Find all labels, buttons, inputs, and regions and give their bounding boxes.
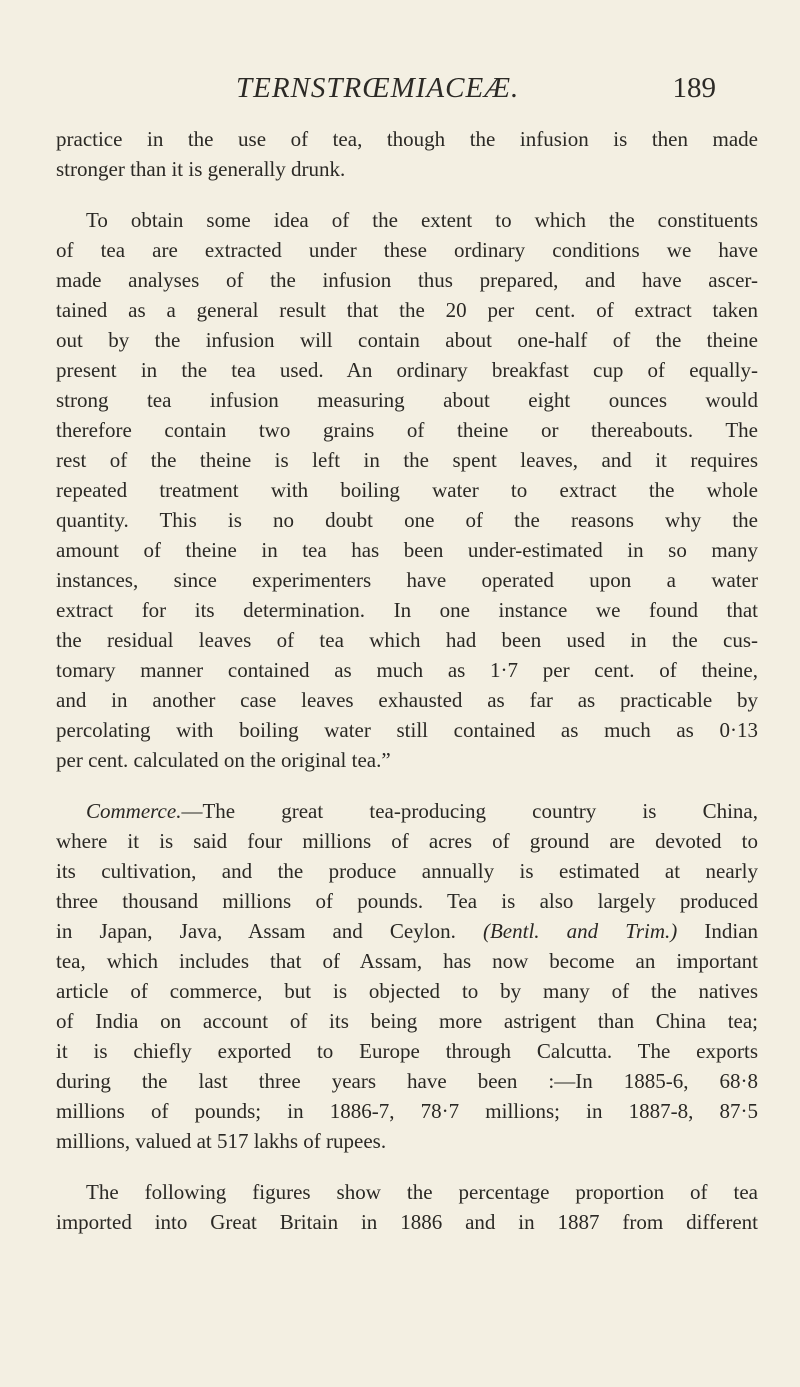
text-line: out by the infusion will contain about one-half of the theine [56, 328, 758, 352]
paragraph-commerce [56, 796, 758, 1156]
text-line: strong tea infusion measuring about eight ounces would [56, 388, 758, 412]
text-line [56, 796, 758, 826]
text-line: tained as a general result that the 20 per cent. of extract taken [56, 298, 758, 322]
text-line: present in the tea used. An ordinary breakfast cup of equally- [56, 358, 758, 382]
text-line: millions of pounds; in 1886-7, 78·7 millions; in 1887-8, 87·5 [56, 1099, 758, 1123]
citation: (Bentl. and Trim.) [482, 919, 678, 943]
text-line: where it is said four millions of acres of ground are devoted to [56, 829, 758, 853]
text-line: article of commerce, but is objected to by many of the natives [56, 979, 758, 1003]
text-line: the residual leaves of tea which had been used in the cus- [56, 628, 758, 652]
text-line: quantity. This is no doubt one of the reasons why the [56, 508, 758, 532]
paragraph-continuation [56, 124, 758, 184]
text-line: and in another case leaves exhausted as far as practicable by [56, 688, 758, 712]
text-line: during the last three years have been :—In 1885-6, 68·8 [56, 1069, 758, 1093]
paragraph-extraction [56, 205, 758, 775]
text-line: per cent. calculated on the original tea.” [56, 748, 391, 772]
section-lead: Commerce. [86, 799, 182, 823]
text-fragment: Indian [677, 919, 758, 943]
text-line: rest of the theine is left in the spent leaves, and it requires [56, 448, 758, 472]
running-head [56, 60, 758, 110]
body-text [56, 124, 758, 1237]
text-line: made analyses of the infusion thus prepared, and have ascer- [56, 268, 758, 292]
text-line: its cultivation, and the produce annually is estimated at nearly [56, 859, 758, 883]
text-line: repeated treatment with boiling water to extract the whole [56, 478, 758, 502]
paragraph-figures [56, 1177, 758, 1237]
text-line: it is chiefly exported to Europe through Calcutta. The exports [56, 1039, 758, 1063]
text-line: imported into Great Britain in 1886 and in 1887 from different [56, 1210, 758, 1234]
text-line: tomary manner contained as much as 1·7 per cent. of theine, [56, 658, 758, 682]
text-line: stronger than it is generally drunk. [56, 157, 346, 181]
text-line: of tea are extracted under these ordinary conditions we have [56, 238, 758, 262]
book-page [56, 0, 758, 1387]
page-number: 189 [672, 72, 716, 104]
text-line: millions, valued at 517 lakhs of rupees. [56, 1129, 387, 1153]
text-line: tea, which includes that of Assam, has now become an important [56, 949, 758, 973]
text-line: The following figures show the percentage proportion of tea [86, 1180, 758, 1204]
text-line: percolating with boiling water still contained as much as 0·13 [56, 718, 758, 742]
text-line: practice in the use of tea, though the infusion is then made [56, 127, 758, 151]
text-line: amount of theine in tea has been under-estimated in so many [56, 538, 758, 562]
text-fragment: in Japan, Java, Assam and Ceylon. [56, 919, 456, 943]
running-title: TERNSTRŒMIACEÆ. [236, 72, 520, 104]
text-line: instances, since experimenters have operated upon a water [56, 568, 758, 592]
text-line: To obtain some idea of the extent to which the constituents [86, 208, 758, 232]
text-line: therefore contain two grains of theine or thereabouts. The [56, 418, 758, 442]
text-fragment: —The great tea-producing country is China, [181, 799, 758, 823]
text-line [56, 916, 758, 946]
text-line: three thousand millions of pounds. Tea is also largely produced [56, 889, 758, 913]
text-line: extract for its determination. In one instance we found that [56, 598, 758, 622]
text-line: of India on account of its being more astrigent than China tea; [56, 1009, 758, 1033]
